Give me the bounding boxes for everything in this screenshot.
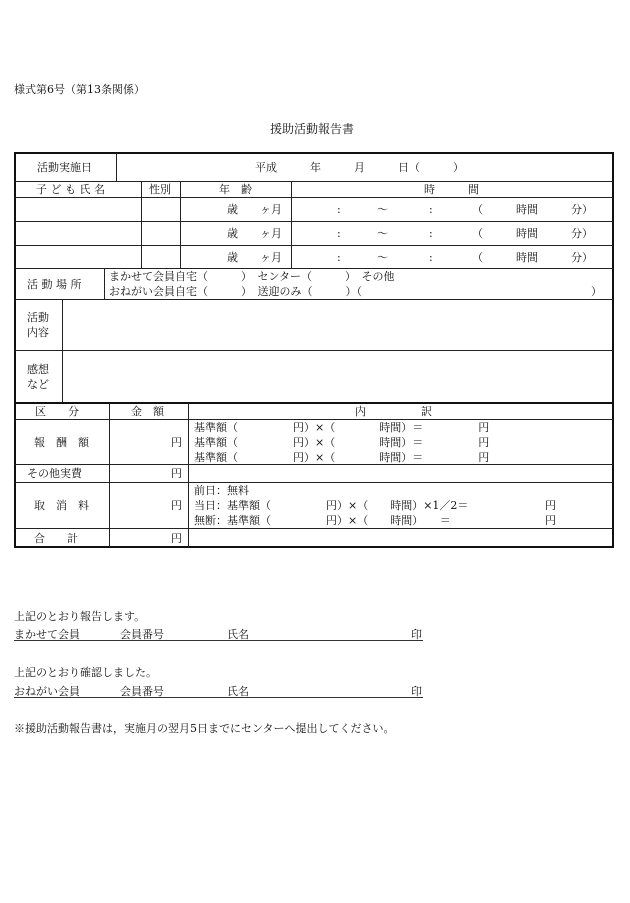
time-colon: :	[429, 251, 433, 264]
report-member-type: まかせて会員	[14, 628, 80, 641]
time-colon: :	[337, 203, 341, 216]
col-divider	[188, 403, 189, 547]
age-header: 年 齢	[219, 183, 252, 196]
confirm-member-number: 会員番号	[120, 685, 164, 698]
time-tilde: 〜	[377, 203, 388, 216]
location-label: 活 動 場 所	[27, 278, 82, 291]
confirm-member-type: おねがい会員	[14, 685, 80, 698]
report-member-number: 会員番号	[120, 628, 164, 641]
other-expenses-label: その他実費	[27, 467, 82, 480]
breakdown-header: 内 訳	[355, 405, 432, 418]
row-divider	[15, 221, 613, 222]
cancellation-yen-3: 円	[545, 514, 556, 527]
confirm-seal: 印	[411, 685, 422, 698]
age-unit: 歳 ヶ月	[227, 203, 282, 216]
content-label: 活動	[27, 311, 49, 324]
col-divider	[180, 181, 181, 268]
report-seal: 印	[411, 628, 422, 641]
col-divider	[62, 299, 63, 402]
location-line-2: おねがい会員自宅（ ） 送迎のみ（ ）（	[109, 285, 362, 298]
compensation-yen: 円	[171, 436, 182, 449]
total-label: 合 計	[34, 532, 78, 545]
cancellation-line: 前日：無料	[194, 484, 249, 497]
row-divider	[15, 482, 613, 483]
time-colon: :	[337, 251, 341, 264]
row-divider	[15, 528, 613, 529]
cancellation-yen: 円	[171, 499, 182, 512]
row-divider	[15, 181, 613, 182]
report-name: 氏名	[227, 628, 249, 641]
time-tilde: 〜	[377, 227, 388, 240]
signature-underline	[14, 640, 423, 641]
location-close-paren: ）	[591, 285, 602, 298]
col-divider	[104, 268, 105, 299]
time-tilde: 〜	[377, 251, 388, 264]
compensation-line: 基準額（ 円）×（ 時間）＝ 円	[194, 421, 490, 434]
row-divider	[15, 464, 613, 465]
row-divider	[15, 350, 613, 351]
section-divider	[15, 402, 613, 404]
total-yen: 円	[171, 532, 182, 545]
age-unit: 歳 ヶ月	[227, 251, 282, 264]
submission-note: ※援助活動報告書は，実施月の翌月5日までにセンターへ提出してください。	[14, 722, 395, 735]
compensation-line: 基準額（ 円）×（ 時間）＝ 円	[194, 451, 490, 464]
report-text: 上記のとおり報告します。	[14, 610, 146, 623]
impression-label: など	[27, 378, 49, 391]
page-title: 援助活動報告書	[270, 122, 355, 136]
col-divider	[141, 181, 142, 268]
confirm-text: 上記のとおり確認しました。	[14, 666, 157, 679]
duration: （ 時間 分）	[472, 227, 593, 240]
form-number: 様式第6号（第13条関係）	[14, 83, 145, 96]
cancellation-line: 当日：基準額（ 円）×（ 時間）×1／2＝	[194, 499, 469, 512]
compensation-label: 報 酬 額	[34, 436, 89, 449]
duration: （ 時間 分）	[472, 203, 593, 216]
confirm-name: 氏名	[227, 685, 249, 698]
row-divider	[15, 419, 613, 420]
row-divider	[15, 299, 613, 300]
row-divider	[15, 245, 613, 246]
cancellation-yen-2: 円	[545, 499, 556, 512]
time-colon: :	[337, 227, 341, 240]
amount-header: 金 額	[131, 405, 164, 418]
content-label: 内容	[27, 326, 49, 339]
col-divider	[109, 403, 110, 547]
compensation-line: 基準額（ 円）×（ 時間）＝ 円	[194, 436, 490, 449]
col-divider	[116, 153, 117, 181]
row-divider	[15, 197, 613, 198]
category-header: 区 分	[35, 405, 79, 418]
child-name-header: 子 ど も 氏 名	[36, 183, 105, 196]
col-divider	[291, 181, 292, 268]
time-colon: :	[429, 203, 433, 216]
cancellation-label: 取 消 料	[34, 499, 89, 512]
time-header: 時 間	[424, 183, 479, 196]
signature-underline	[14, 697, 423, 698]
impression-label: 感想	[27, 363, 49, 376]
age-unit: 歳 ヶ月	[227, 227, 282, 240]
location-line-1: まかせて会員自宅（ ） センター（ ） その他	[109, 270, 395, 283]
gender-header: 性別	[149, 183, 171, 196]
cancellation-line: 無断：基準額（ 円）×（ 時間） ＝	[194, 514, 451, 527]
other-expenses-yen: 円	[171, 467, 182, 480]
time-colon: :	[429, 227, 433, 240]
duration: （ 時間 分）	[472, 251, 593, 264]
date-label: 活動実施日	[37, 161, 92, 174]
date-value: 平成 年 月 日（ ）	[255, 161, 464, 174]
